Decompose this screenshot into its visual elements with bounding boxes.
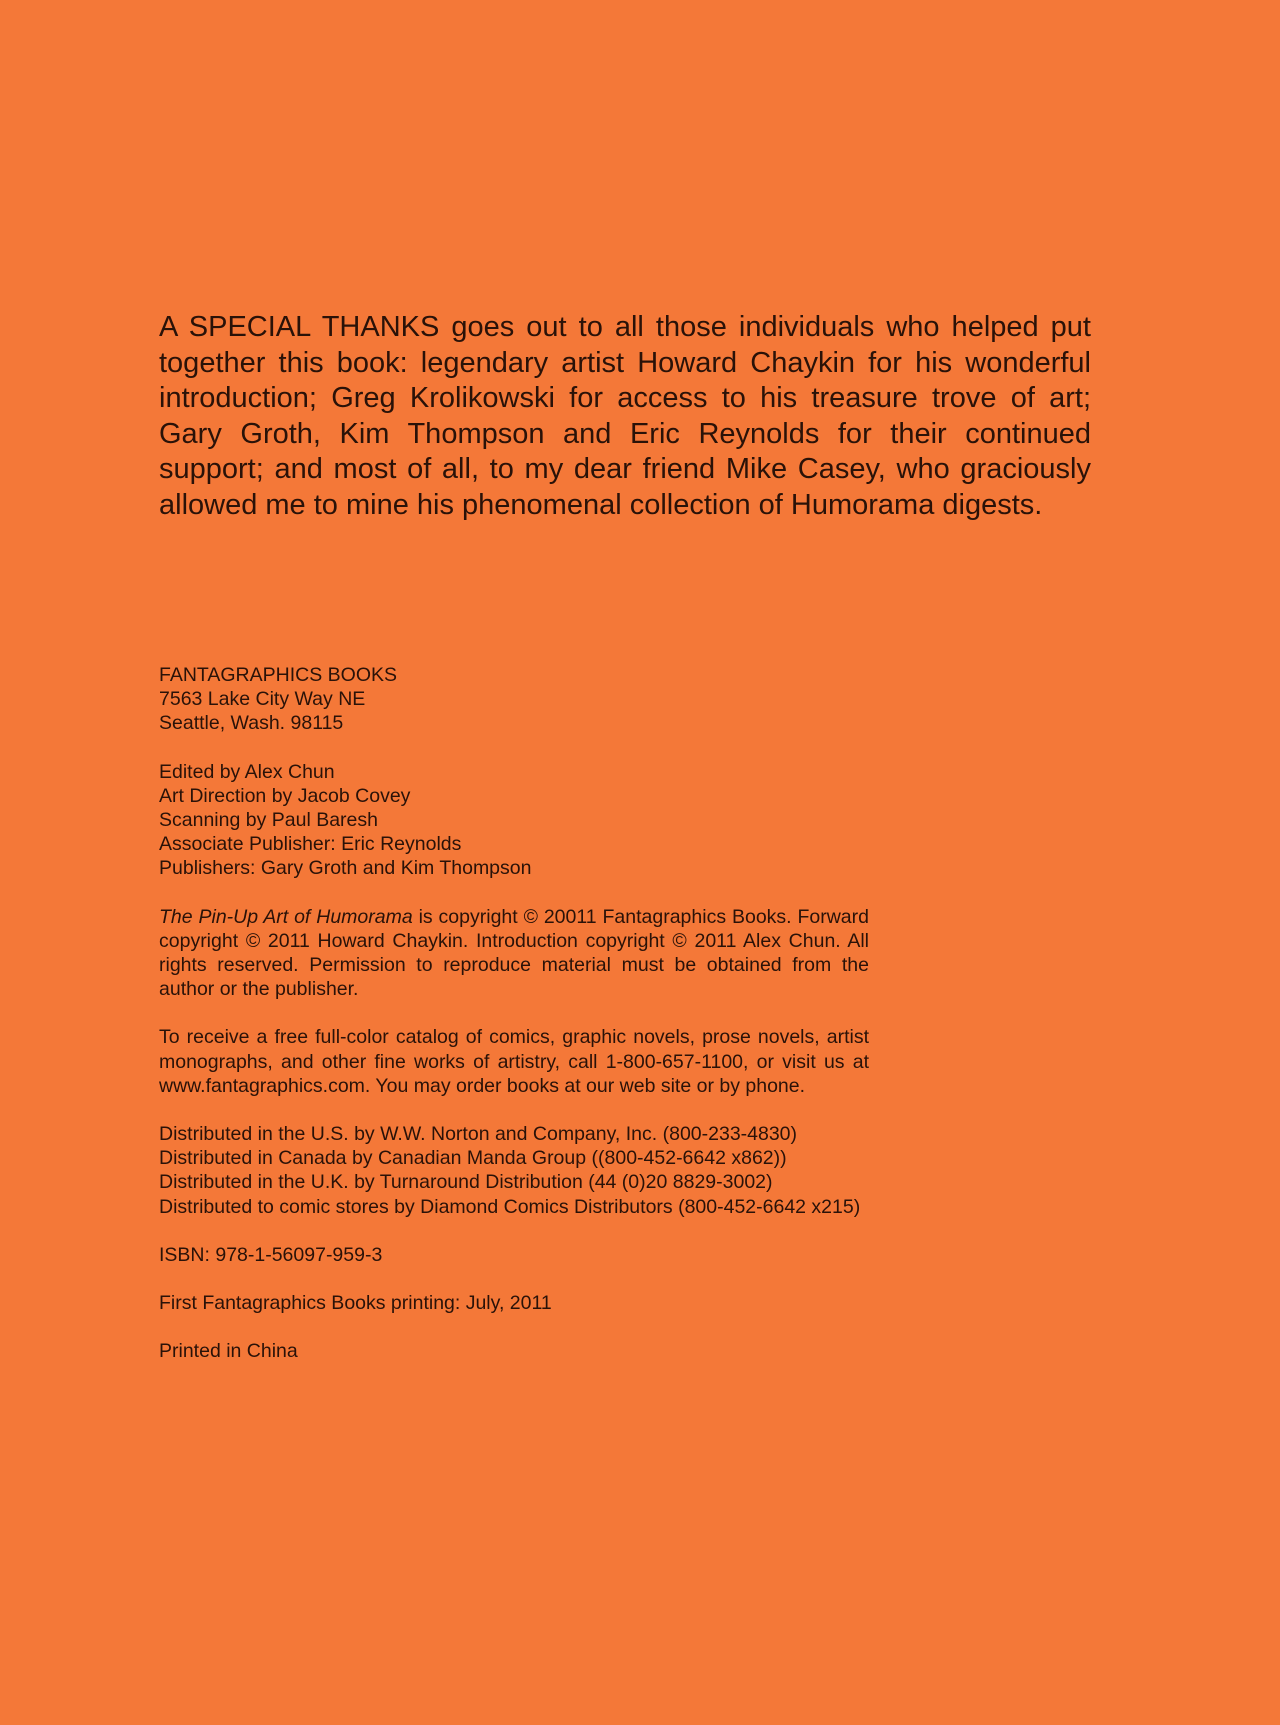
printing-info: First Fantagraphics Books printing: July, 2011 (159, 1292, 552, 1315)
publisher-name: FANTAGRAPHICS BOOKS (159, 664, 398, 686)
isbn: ISBN: 978-1-56097-959-3 (159, 1243, 383, 1266)
catalog-notice: To receive a free full-color catalog of comics, graphic novels, prose novels, artist monographs, and other fine works of artistry, call 1-800-657-1100, or visit us at www.fantagraphics.com. You may order books at our web site or by phone. (159, 1026, 869, 1097)
credit-editor: Edited by Alex Chun (159, 760, 335, 783)
distribution-canada: Distributed in Canada by Canadian Manda Group ((800-452-6642 x862)) (159, 1147, 787, 1170)
copyright-notice (159, 905, 869, 1002)
publisher-address (159, 663, 869, 736)
publisher-street: 7563 Lake City Way NE (159, 688, 366, 711)
distribution-list (159, 1122, 869, 1219)
special-thanks-lead: A SPECIAL THANKS (159, 311, 440, 343)
credit-publishers: Publishers: Gary Groth and Kim Thompson (159, 857, 532, 880)
credit-art-direction: Art Direction by Jacob Covey (159, 784, 411, 807)
publisher-city: Seattle, Wash. 98115 (159, 712, 344, 735)
copyright-text: is copyright © 20011 Fantagraphics Books. Forward copyright © 2011 Howard Chaykin. Introduction copyright © 2011 Alex Chun. All rights reserved. Permission to reproduce material must be obtained from the author or the publisher. (159, 905, 869, 1001)
credits-list (159, 760, 869, 881)
distribution-us: Distributed in the U.S. by W.W. Norton and Company, Inc. (800-233-4830) (159, 1123, 798, 1146)
special-thanks-paragraph (159, 310, 1091, 523)
colophon (159, 663, 869, 1387)
distribution-comic-stores: Distributed to comic stores by Diamond Comics Distributors (800-452-6642 x215) (159, 1195, 861, 1218)
credit-associate-publisher: Associate Publisher: Eric Reynolds (159, 833, 462, 856)
book-title: The Pin-Up Art of Humorama (159, 905, 413, 928)
printed-in: Printed in China (159, 1340, 298, 1363)
special-thanks-body: goes out to all those individuals who helped put together this book: legendary artist Howard Chaykin for his wonderful introduction; Greg Krolikowski for access to his treasure trove of art; Gary Groth, Kim Thompson and Eric Reynolds for their continued support; and most of all, to my dear friend Mike Casey, who graciously allowed me to mine his phenomenal collection of Humorama digests. (159, 311, 1091, 521)
distribution-uk: Distributed in the U.K. by Turnaround Distribution (44 (0)20 8829-3002) (159, 1171, 773, 1194)
credit-scanning: Scanning by Paul Baresh (159, 809, 378, 832)
